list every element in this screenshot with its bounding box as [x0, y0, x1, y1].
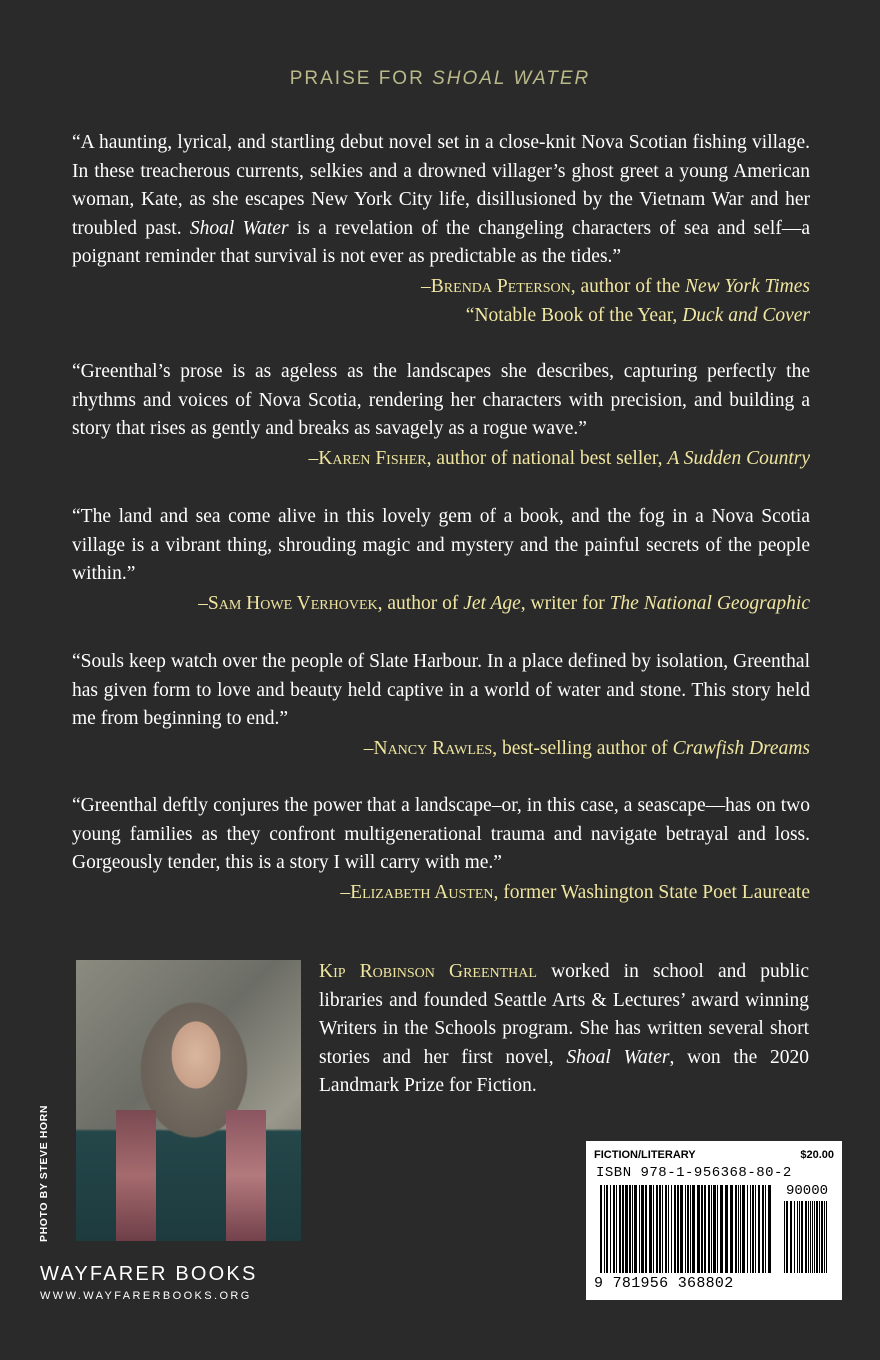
barcode-box — [586, 1141, 842, 1300]
barcode-bar — [697, 1185, 700, 1273]
attribution-name: Sam Howe Verhovek — [207, 592, 378, 614]
barcode-bar — [692, 1185, 695, 1273]
barcode-price: $20.00 — [800, 1149, 834, 1161]
quote-block — [72, 792, 810, 907]
barcode-bar — [735, 1185, 737, 1273]
barcode-bar — [725, 1185, 728, 1273]
barcode-addon-bar — [786, 1201, 788, 1273]
barcode-bar — [687, 1185, 689, 1273]
barcode-bar — [750, 1185, 751, 1273]
barcode-bar — [708, 1185, 710, 1273]
barcode-bar — [662, 1185, 663, 1273]
barcode-bar — [606, 1185, 608, 1273]
barcode-bar — [765, 1185, 766, 1273]
barcode-bar — [619, 1185, 621, 1273]
barcode-addon-bar — [826, 1201, 827, 1273]
barcode-bar — [740, 1185, 741, 1273]
barcode-addon-bar — [816, 1201, 818, 1273]
barcode-bar — [625, 1185, 628, 1273]
barcode-bar — [659, 1185, 661, 1273]
barcode-bar — [742, 1185, 745, 1273]
barcode-addon-bar — [794, 1201, 795, 1273]
barcode-addon: 90000 — [786, 1183, 829, 1199]
barcode-addon-bar — [797, 1201, 798, 1273]
barcode-addon-bar — [805, 1201, 807, 1273]
barcode-bar — [600, 1185, 602, 1273]
author-bio: Kip Robinson Greenthal worked in school and public libraries and founded Seattle Arts & Lectures’ award winning Writers in the Schools program. She has written several short stories and her first novel, Shoal Water, won the 2020 Landmark Prize for Fiction. — [319, 961, 809, 1096]
barcode-bar — [677, 1185, 679, 1273]
barcode-bar — [720, 1185, 723, 1273]
quote-attribution-line2: “Notable Book of the Year, Duck and Cover — [465, 304, 810, 326]
barcode-bar — [711, 1185, 712, 1273]
author-photo — [76, 960, 301, 1241]
quote-block — [72, 358, 810, 473]
barcode-bar — [762, 1185, 764, 1273]
barcode-addon-bar — [812, 1201, 813, 1273]
barcode-bar — [730, 1185, 733, 1273]
barcode-bar — [622, 1185, 624, 1273]
quote-text: “The land and sea come alive in this lovely gem of a book, and the fog in a Nova Scotia village is a vibrant thing, shrouding magic and mystery and the painful secrets of the people within.” — [72, 506, 810, 584]
quote-attribution: –Brenda Peterson, author of the New York Times — [421, 275, 810, 297]
quote-attribution: –Sam Howe Verhovek, author of Jet Age, writer for The National Geographic — [198, 592, 810, 614]
barcode-bar — [629, 1185, 631, 1273]
quote-block — [72, 648, 810, 763]
barcode-bar — [656, 1185, 658, 1273]
barcode-bar — [649, 1185, 652, 1273]
photo-scarf-right — [226, 1110, 266, 1241]
barcode-addon-bar — [819, 1201, 820, 1273]
barcode-isbn: ISBN 978-1-956368-80-2 — [596, 1165, 792, 1181]
barcode-bar — [639, 1185, 640, 1273]
barcode-bar — [674, 1185, 676, 1273]
barcode-bar — [713, 1185, 716, 1273]
barcode-bar — [653, 1185, 654, 1273]
barcode-bar — [665, 1185, 667, 1273]
barcode-addon-bar — [821, 1201, 823, 1273]
barcode-bar — [680, 1185, 683, 1273]
barcode-addon-bar — [824, 1201, 825, 1273]
quote-text: “Greenthal’s prose is as ageless as the landscapes she describes, capturing perfectly the rhythms and voices of Nova Scotia, rendering her characters with precision, and building a story that rises as gently and breaks as savagely as a rogue wave.” — [72, 361, 810, 439]
attribution-name: Nancy Rawles — [373, 737, 493, 759]
barcode-addon-bar — [784, 1201, 785, 1273]
publisher-name: WAYFARER BOOKS — [40, 1263, 258, 1285]
quote-block — [72, 503, 810, 618]
barcode-bar — [641, 1185, 644, 1273]
barcode-addon-bar — [810, 1201, 811, 1273]
barcode-bar — [704, 1185, 706, 1273]
barcode-bar — [616, 1185, 617, 1273]
barcode-bar — [701, 1185, 703, 1273]
barcode-digits: 9 781956 368802 — [594, 1275, 734, 1292]
barcode-bar — [755, 1185, 756, 1273]
quote-text: “A haunting, lyrical, and startling debut novel set in a close-knit Nova Scotian fishing village. In these treacherous currents, selkies and a drowned villager’s ghost greet a young American woman, Kate, as she escapes New York City life, disillusioned by the Vietnam War and her troubled past. Shoal Water is a revelation of the changeling characters of sea and self—a poignant reminder that survival is not ever as predictable as the tides.” — [72, 132, 810, 267]
barcode-bar — [758, 1185, 760, 1273]
barcode-bar — [604, 1185, 605, 1273]
photo-credit: PHOTO BY STEVE HORN — [38, 1104, 50, 1242]
barcode-bar — [645, 1185, 647, 1273]
quote-text: “Souls keep watch over the people of Slate Harbour. In a place defined by isolation, Greenthal has given form to love and beauty held captive in a world of water and stone. This story held me from beginning to end.” — [72, 651, 810, 729]
quote-text: “Greenthal deftly conjures the power that a landscape–or, in this case, a seascape—has on two young families as they confront multigenerational trauma and navigate betrayal and loss. Gorgeously tender, this is a story I will carry with me.” — [72, 795, 810, 873]
barcode-bars — [600, 1185, 830, 1277]
quote-attribution: –Karen Fisher, author of national best seller, A Sudden Country — [308, 447, 810, 469]
photo-scarf-left — [116, 1110, 156, 1241]
quote-block — [72, 129, 810, 330]
barcode-bar — [610, 1185, 611, 1273]
barcode-category: FICTION/LITERARY — [594, 1149, 696, 1161]
quote-attribution: –Elizabeth Austen, former Washington State Poet Laureate — [340, 881, 810, 903]
barcode-bar — [671, 1185, 672, 1273]
barcode-addon-bar — [808, 1201, 809, 1273]
barcode-addon-bar — [814, 1201, 815, 1273]
barcode-addon-bar — [801, 1201, 803, 1273]
barcode-bar — [747, 1185, 748, 1273]
attribution-name: Elizabeth Austen — [350, 881, 494, 903]
attribution-name: Brenda Peterson — [430, 275, 571, 297]
barcode-bar — [717, 1185, 718, 1273]
barcode-bar — [768, 1185, 771, 1273]
barcode-bar — [738, 1185, 739, 1273]
barcode-bar — [634, 1185, 637, 1273]
barcode-addon-bar — [799, 1201, 800, 1273]
praise-heading-title: SHOAL WATER — [432, 68, 591, 89]
barcode-bar — [690, 1185, 691, 1273]
barcode-bar — [668, 1185, 669, 1273]
author-name: Kip Robinson Greenthal — [319, 961, 537, 982]
quote-attribution: –Nancy Rawles, best-selling author of Crawfish Dreams — [363, 737, 810, 759]
praise-heading: PRAISE FOR SHOAL WATER — [289, 68, 591, 89]
attribution-name: Karen Fisher — [318, 447, 427, 469]
barcode-addon-bar — [790, 1201, 792, 1273]
barcode-bar — [685, 1185, 686, 1273]
barcode-bar — [632, 1185, 633, 1273]
barcode-bar — [613, 1185, 615, 1273]
publisher-url: WWW.WAYFARERBOOKS.ORG — [40, 1290, 252, 1302]
barcode-bar — [752, 1185, 754, 1273]
